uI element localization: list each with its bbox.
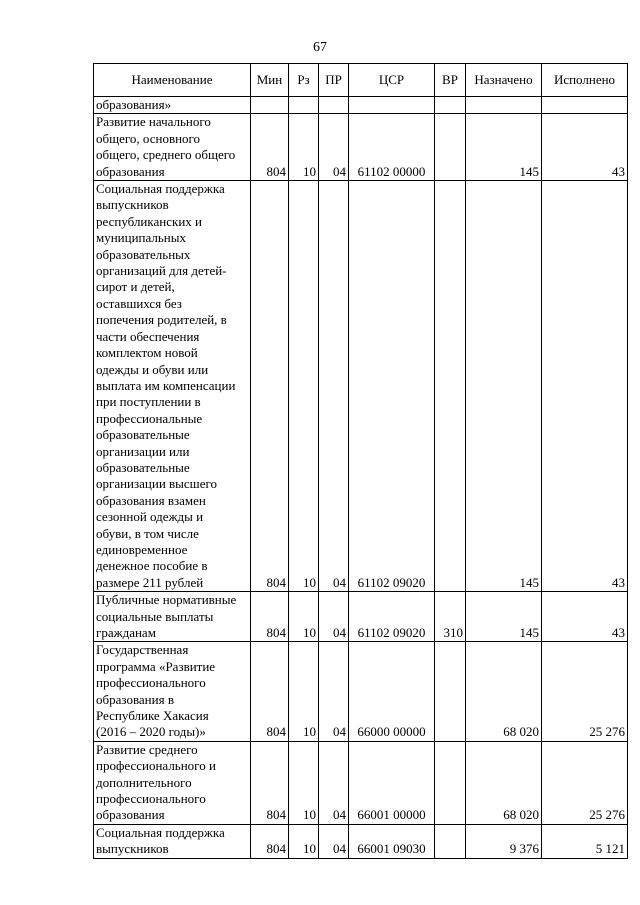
cell-vr: [435, 642, 466, 741]
cell-csr: 61102 09020: [349, 592, 435, 642]
cell-executed: 5 121: [542, 824, 628, 858]
cell-min: 804: [251, 181, 289, 592]
cell-vr: [435, 824, 466, 858]
cell-assigned: 9 376: [466, 824, 542, 858]
cell-name: Социальная поддержка выпускников: [94, 824, 251, 858]
header-vr: ВР: [435, 64, 466, 97]
header-executed: Исполнено: [542, 64, 628, 97]
cell-vr: [435, 181, 466, 592]
cell-min: 804: [251, 114, 289, 181]
cell-vr: [435, 97, 466, 114]
cell-assigned: 68 020: [466, 741, 542, 824]
cell-pr: 04: [319, 824, 349, 858]
cell-rz: 10: [289, 824, 319, 858]
cell-csr: 66000 00000: [349, 642, 435, 741]
cell-executed: [542, 97, 628, 114]
table-row: [94, 181, 628, 592]
cell-executed: 43: [542, 181, 628, 592]
cell-name: Государственная программа «Развитие профессионального образования в Республике Хакасия (2016 – 2020 годы)»: [94, 642, 251, 741]
table-row: [94, 97, 628, 114]
cell-vr: [435, 114, 466, 181]
cell-name: Социальная поддержка выпускников республиканских и муниципальных образовательных организаций для детей- сирот и детей, оставшихся без попечения родителей, в части обеспечения комплектом новой одежды и обуви или выплата им компенсации при поступлении в профессиональные образовательные организации или образовательные организации высшего образования взамен сезонной одежды и обуви, в том числе единовременное денежное пособие в размере 211 рублей: [94, 181, 251, 592]
table-row: [94, 741, 628, 824]
cell-executed: 25 276: [542, 741, 628, 824]
cell-rz: 10: [289, 592, 319, 642]
cell-rz: 10: [289, 114, 319, 181]
table-row: [94, 824, 628, 858]
cell-csr: 66001 00000: [349, 741, 435, 824]
cell-assigned: 68 020: [466, 642, 542, 741]
cell-pr: 04: [319, 181, 349, 592]
cell-executed: 43: [542, 114, 628, 181]
budget-table: [93, 63, 628, 859]
cell-pr: 04: [319, 592, 349, 642]
cell-csr: [349, 97, 435, 114]
cell-name: образования»: [94, 97, 251, 114]
cell-rz: 10: [289, 181, 319, 592]
cell-vr: 310: [435, 592, 466, 642]
cell-min: 804: [251, 741, 289, 824]
cell-min: 804: [251, 592, 289, 642]
cell-assigned: 145: [466, 181, 542, 592]
cell-rz: 10: [289, 642, 319, 741]
cell-rz: 10: [289, 741, 319, 824]
cell-csr: 61102 09020: [349, 181, 435, 592]
cell-executed: 25 276: [542, 642, 628, 741]
cell-name: Развитие начального общего, основного общего, среднего общего образования: [94, 114, 251, 181]
table-row: [94, 114, 628, 181]
cell-pr: [319, 97, 349, 114]
header-name: Наименование: [94, 64, 251, 97]
cell-min: 804: [251, 642, 289, 741]
page-number: 67: [313, 40, 327, 55]
header-assigned: Назначено: [466, 64, 542, 97]
cell-pr: 04: [319, 114, 349, 181]
cell-pr: 04: [319, 741, 349, 824]
cell-name: Публичные нормативные социальные выплаты гражданам: [94, 592, 251, 642]
header-csr: ЦСР: [349, 64, 435, 97]
header-min: Мин: [251, 64, 289, 97]
table-row: [94, 592, 628, 642]
cell-min: 804: [251, 824, 289, 858]
table-row: [94, 642, 628, 741]
cell-csr: 61102 00000: [349, 114, 435, 181]
header-pr: ПР: [319, 64, 349, 97]
cell-assigned: 145: [466, 114, 542, 181]
cell-min: [251, 97, 289, 114]
cell-assigned: 145: [466, 592, 542, 642]
cell-pr: 04: [319, 642, 349, 741]
cell-name: Развитие среднего профессионального и дополнительного профессионального образования: [94, 741, 251, 824]
cell-executed: 43: [542, 592, 628, 642]
cell-vr: [435, 741, 466, 824]
cell-rz: [289, 97, 319, 114]
table-header-row: [94, 64, 628, 97]
cell-csr: 66001 09030: [349, 824, 435, 858]
header-rz: Рз: [289, 64, 319, 97]
cell-assigned: [466, 97, 542, 114]
